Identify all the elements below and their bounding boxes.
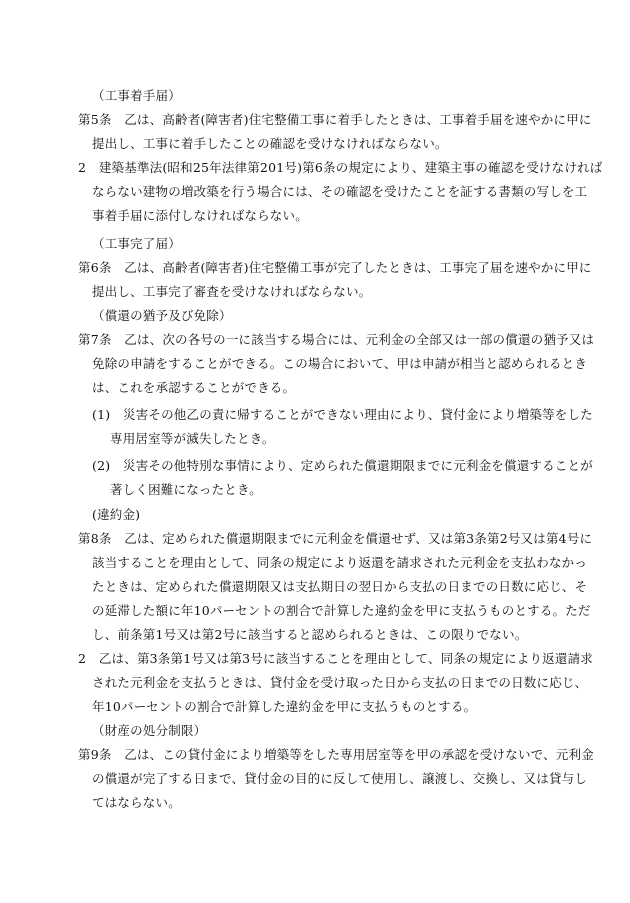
article-line: 該当することを理由として、同条の規定により返還を請求された元利金を支払わなかっ (92, 555, 588, 570)
item-line: 専用居室等が滅失したとき。 (110, 431, 275, 446)
item-line: (2) 災害その他特別な事情により、定められた償還期限までに元利金を償還することが (92, 458, 593, 473)
section-heading: (違約金) (92, 507, 141, 522)
article-line: 2 建築基準法(昭和25年法律第201号)第6条の規定により、建築主事の確認を受けなければ (78, 160, 603, 175)
section-heading: （工事完了届） (92, 236, 181, 251)
article-line: 免除の申請をすることができる。この場合において、甲は申請が相当と認められるとき (92, 356, 588, 371)
article-line: 第9条 乙は、この貸付金により増築等をした専用居室等を甲の承認を受けないで、元利金 (78, 747, 594, 762)
article-line: てはならない。 (92, 795, 181, 810)
item-line: 著しく困難になったとき。 (110, 482, 262, 497)
article-line: たときは、定められた償還期限又は支払期日の翌日から支払の日までの日数に応じ、そ (92, 579, 588, 594)
article-line: ならない建物の増改築を行う場合には、その確認を受けたことを証する書類の写しを工 (92, 184, 588, 199)
article-line: は、これを承認することができる。 (92, 380, 296, 395)
article-line: し、前条第1号又は第2号に該当すると認められるときは、この限りでない。 (92, 627, 528, 642)
article-line: 第7条 乙は、次の各号の一に該当する場合には、元利金の全部又は一部の償還の猶予又は (78, 332, 595, 347)
article-line: 第8条 乙は、定められた償還期限までに元利金を償還せず、又は第3条第2号又は第4号に (78, 531, 593, 546)
article-line: 提出し、工事完了審査を受けなければならない。 (92, 284, 372, 299)
article-line: の償還が完了する日まで、貸付金の目的に反して使用し、譲渡し、交換し、又は貸与し (92, 771, 588, 786)
section-heading: （財産の処分制限） (92, 723, 207, 738)
article-line: 2 乙は、第3条第1号又は第3号に該当することを理由として、同条の規定により返還請求 (78, 651, 593, 666)
item-line: (1) 災害その他乙の責に帰することができない理由により、貸付金により増築等をした (92, 407, 593, 422)
section-heading: （工事着手届） (92, 88, 181, 103)
article-line: 事着手届に添付しなければならない。 (92, 208, 308, 223)
article-line: 提出し、工事に着手したことの確認を受けなければならない。 (92, 136, 448, 151)
article-line: された元利金を支払うときは、貸付金を受け取った日から支払の日までの日数に応じ、 (92, 675, 588, 690)
article-line: の延滞した額に年10パーセントの割合で計算した違約金を甲に支払うものとする。ただ (92, 603, 591, 618)
article-line: 第6条 乙は、高齢者(障害者)住宅整備工事が完了したときは、工事完了届を速やかに甲に (78, 260, 592, 275)
article-line: 年10パーセントの割合で計算した違約金を甲に支払うものとする。 (92, 699, 477, 714)
section-heading: （償還の猶予及び免除） (92, 308, 232, 323)
article-line: 第5条 乙は、高齢者(障害者)住宅整備工事に着手したときは、工事着手届を速やかに甲に (78, 112, 592, 127)
